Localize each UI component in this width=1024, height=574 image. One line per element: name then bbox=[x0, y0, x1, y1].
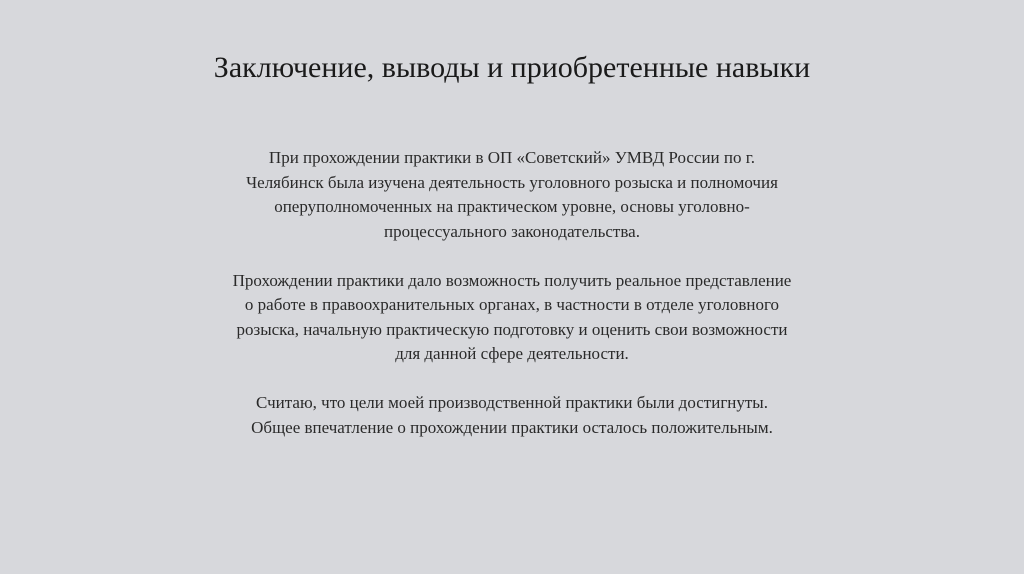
slide-body bbox=[232, 146, 792, 440]
paragraph-conclusion: Считаю, что цели моей производственной практики были достигнуты. Общее впечатление о прохождении практики осталось положительным. bbox=[251, 393, 773, 437]
paragraph-practice-summary: При прохождении практики в ОП «Советский» УМВД России по г. Челябинск была изучена деятельность уголовного розыска и полномочия оперуполномоченных на практическом уровне, основы уголовно-процессуального законодательства. bbox=[246, 148, 778, 241]
slide-title: Заключение, выводы и приобретенные навыки bbox=[213, 51, 811, 84]
paragraph-practice-value: Прохождении практики дало возможность получить реальное представление о работе в правоохранительных органах, в частности в отделе уголовного розыска, начальную практическую подготовку и оценить свои возможности для данной сфере деятельности. bbox=[232, 270, 792, 363]
